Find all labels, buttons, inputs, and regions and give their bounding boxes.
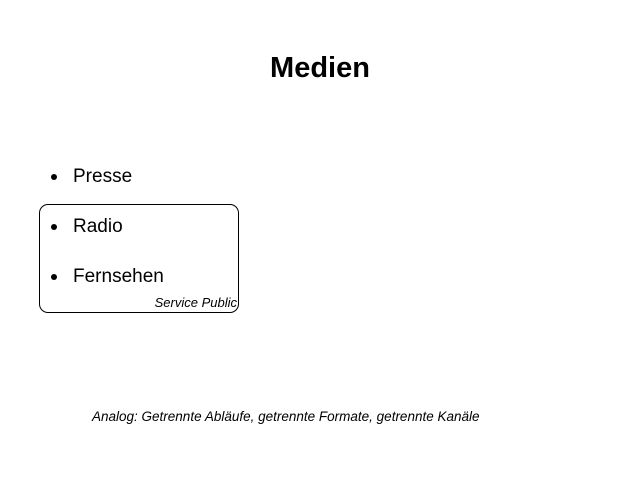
bullet-item-presse [48, 163, 132, 191]
bullet-dot-icon [51, 274, 57, 280]
footnote: Analog: Getrennte Abläufe, getrennte Formate, getrennte Kanäle [92, 409, 480, 424]
bullet-dot-icon [51, 224, 57, 230]
bullet-label: Fernsehen [73, 266, 164, 287]
bullet-item-fernsehen [48, 263, 164, 291]
slide-title: Medien [270, 52, 370, 84]
bullet-dot-icon [51, 174, 57, 180]
bullet-label: Presse [73, 166, 133, 187]
bullet-label: Radio [73, 216, 123, 237]
bullet-item-radio [48, 213, 123, 241]
group-caption: Service Public [154, 295, 237, 310]
